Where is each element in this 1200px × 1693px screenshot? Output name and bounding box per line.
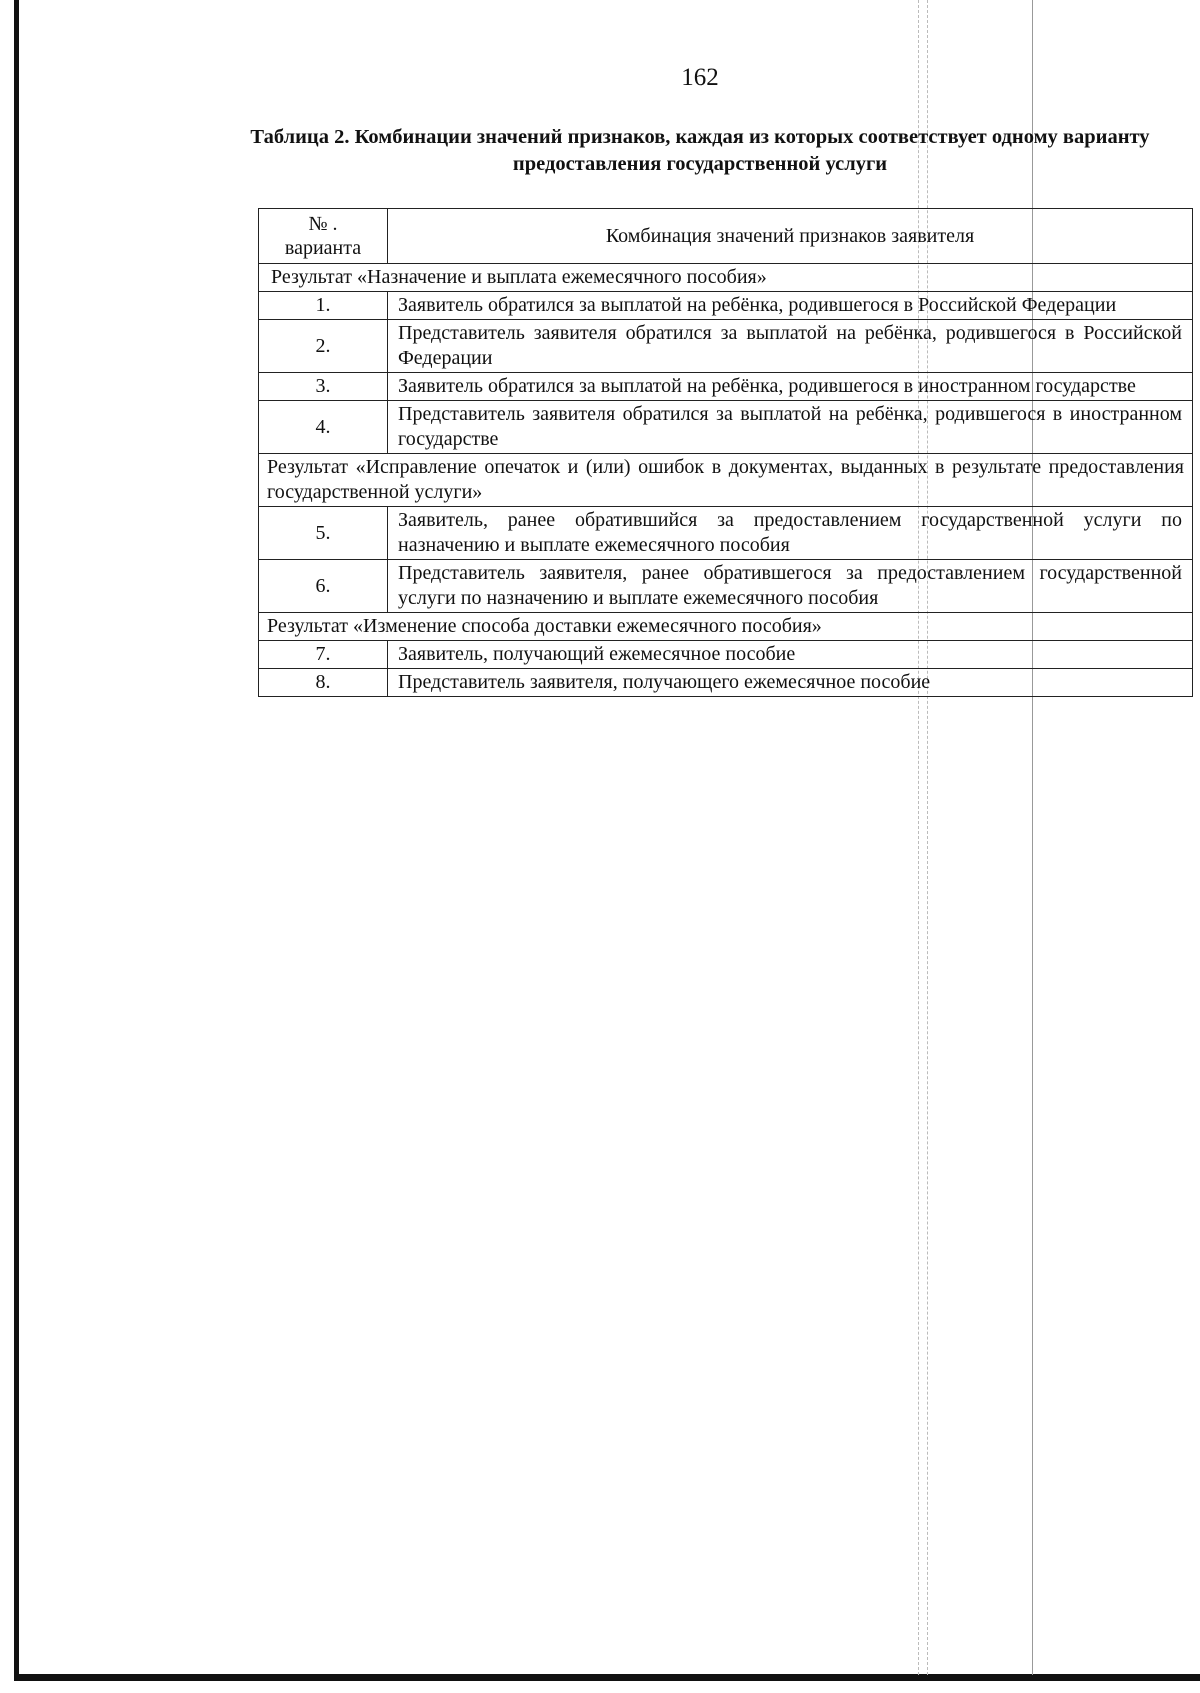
variant-description: Заявитель обратился за выплатой на ребёнка, родившегося в иностранном государстве <box>388 373 1193 401</box>
page-number: 162 <box>681 64 719 91</box>
scan-border-left <box>14 0 19 1680</box>
variant-number: 5. <box>259 507 388 560</box>
table-row <box>259 373 1193 401</box>
header-variant-number <box>259 209 388 264</box>
variant-description: Заявитель, получающий ежемесячное пособие <box>388 641 1193 669</box>
table-row <box>259 669 1193 697</box>
variant-description: Представитель заявителя, ранее обратившегося за предоставлением государственной услуги по назначению и выплате ежемесячного пособия <box>388 560 1193 613</box>
variant-number: 7. <box>259 641 388 669</box>
result-group-row <box>259 454 1193 507</box>
result-group-title: Результат «Изменение способа доставки ежемесячного пособия» <box>259 613 1193 641</box>
variant-number: 1. <box>259 292 388 320</box>
table-row <box>259 641 1193 669</box>
table-row <box>259 401 1193 454</box>
table-header-row <box>259 209 1193 264</box>
variant-number: 3. <box>259 373 388 401</box>
variant-number: 2. <box>259 320 388 373</box>
scan-border-bottom <box>14 1674 1200 1681</box>
result-group-row <box>259 264 1193 292</box>
variant-description: Заявитель обратился за выплатой на ребёнка, родившегося в Российской Федерации <box>388 292 1193 320</box>
variant-number: 4. <box>259 401 388 454</box>
variant-description: Представитель заявителя обратился за выплатой на ребёнка, родившегося в Российской Федерации <box>388 320 1193 373</box>
variant-number: 6. <box>259 560 388 613</box>
result-group-row <box>259 613 1193 641</box>
header-variant-number-line1: № . <box>308 213 338 235</box>
table-row <box>259 292 1193 320</box>
table-caption: Таблица 2. Комбинации значений признаков, каждая из которых соответствует одному варианту предоставления государственной услуги <box>250 126 1150 175</box>
variant-description: Представитель заявителя обратился за выплатой на ребёнка, родившегося в иностранном государстве <box>388 401 1193 454</box>
header-combination: Комбинация значений признаков заявителя <box>388 209 1193 264</box>
table-row <box>259 507 1193 560</box>
result-group-title: Результат «Исправление опечаток и (или) ошибок в документах, выданных в результате предоставления государственной услуги» <box>259 454 1193 507</box>
variant-description: Представитель заявителя, получающего ежемесячное пособие <box>388 669 1193 697</box>
variant-number: 8. <box>259 669 388 697</box>
variants-table <box>258 208 1193 697</box>
table-row <box>259 320 1193 373</box>
result-group-title: Результат «Назначение и выплата ежемесячного пособия» <box>259 264 1193 292</box>
table-row <box>259 560 1193 613</box>
header-variant-number-line2: варианта <box>284 237 362 259</box>
variant-description: Заявитель, ранее обратившийся за предоставлением государственной услуги по назначению и выплате ежемесячного пособия <box>388 507 1193 560</box>
